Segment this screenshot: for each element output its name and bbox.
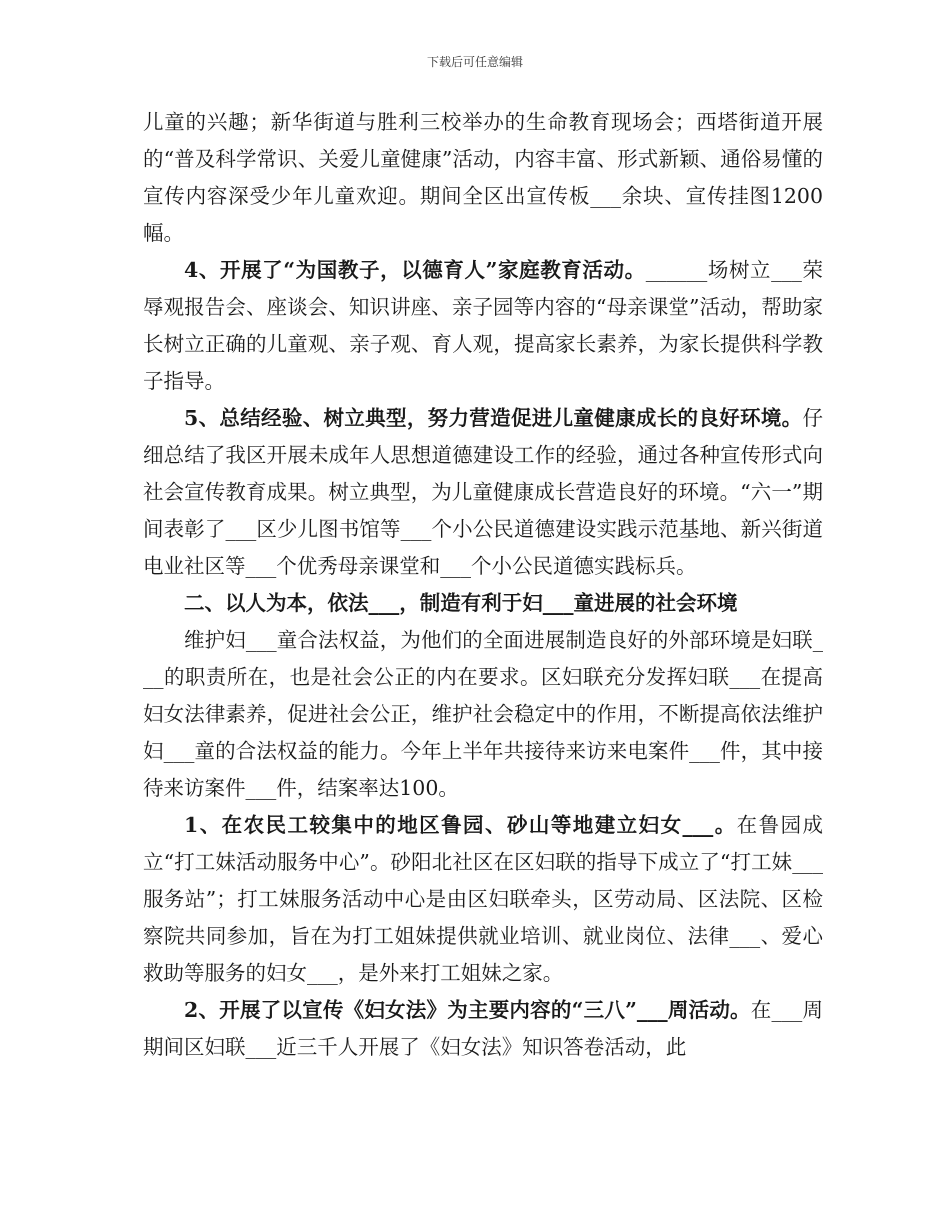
section-heading: 二、以人为本，依法___，制造有利于妇___童进展的社会环境: [184, 591, 738, 615]
paragraph-6-text: 在___周期间区妇联___近三千人开展了《妇女法》知识答卷活动，此: [143, 998, 823, 1059]
page-header-note: 下载后可任意编辑: [426, 55, 523, 69]
paragraph-4-text: 维护妇___童合法权益，为他们的全面进展制造良好的外部环境是妇联___的职责所在，也是社会公正的内在要求。区妇联充分发挥妇联___在提高妇女法律素养，促进社会公正，维护社会稳定中的作用，不断提高依法维护妇___童的合法权益的能力。今年上半年共接待来访来电案件___件，其中接待来访案件___件，结案率达100。: [143, 628, 823, 800]
document-body: [143, 104, 823, 1066]
paragraph-5-heading: 1、在农民工较集中的地区鲁园、砂山等地建立妇女___。: [184, 813, 737, 837]
paragraph-1-text: 儿童的兴趣；新华街道与胜利三校举办的生命教育现场会；西塔街道开展的“普及科学常识、关爱儿童健康”活动，内容丰富、形式新颖、通俗易懂的宣传内容深受少年儿童欢迎。期间全区出宣传板___余块、宣传挂图1200幅。: [143, 110, 823, 245]
paragraph-6: [143, 992, 823, 1066]
paragraph-6-heading: 2、开展了以宣传《妇女法》为主要内容的“三八”___周活动。: [184, 998, 751, 1022]
paragraph-2-heading: 4、开展了“为国教子，以德育人”家庭教育活动。: [184, 258, 646, 282]
paragraph-1: [143, 104, 823, 252]
paragraph-3-heading: 5、总结经验、树立典型，努力营造促进儿童健康成长的良好环境。: [184, 406, 803, 430]
paragraph-3: [143, 400, 823, 585]
paragraph-2: [143, 252, 823, 400]
paragraph-5: [143, 807, 823, 992]
paragraph-3-text: 仔细总结了我区开展未成年人思想道德建设工作的经验，通过各种宣传形式向社会宣传教育成果。树立典型，为儿童健康成长营造良好的环境。“六一”期间表彰了___区少儿图书馆等___个小公民道德建设实践示范基地、新兴街道电业社区等___个优秀母亲课堂和___个小公民道德实践标兵。: [143, 406, 823, 578]
paragraph-2-text: ______场树立___荣辱观报告会、座谈会、知识讲座、亲子园等内容的“母亲课堂”活动，帮助家长树立正确的儿童观、亲子观、育人观，提高家长素养，为家长提供科学教子指导。: [143, 258, 824, 393]
paragraph-4: [143, 622, 823, 807]
paragraph-5-text: 在鲁园成立“打工妹活动服务中心”。砂阳北社区在区妇联的指导下成立了“打工妹___服务站”；打工妹服务活动中心是由区妇联牵头，区劳动局、区法院、区检察院共同参加，旨在为打工姐妹提供就业培训、就业岗位、法律___、爱心救助等服务的妇女___，是外来打工姐妹之家。: [143, 813, 824, 985]
